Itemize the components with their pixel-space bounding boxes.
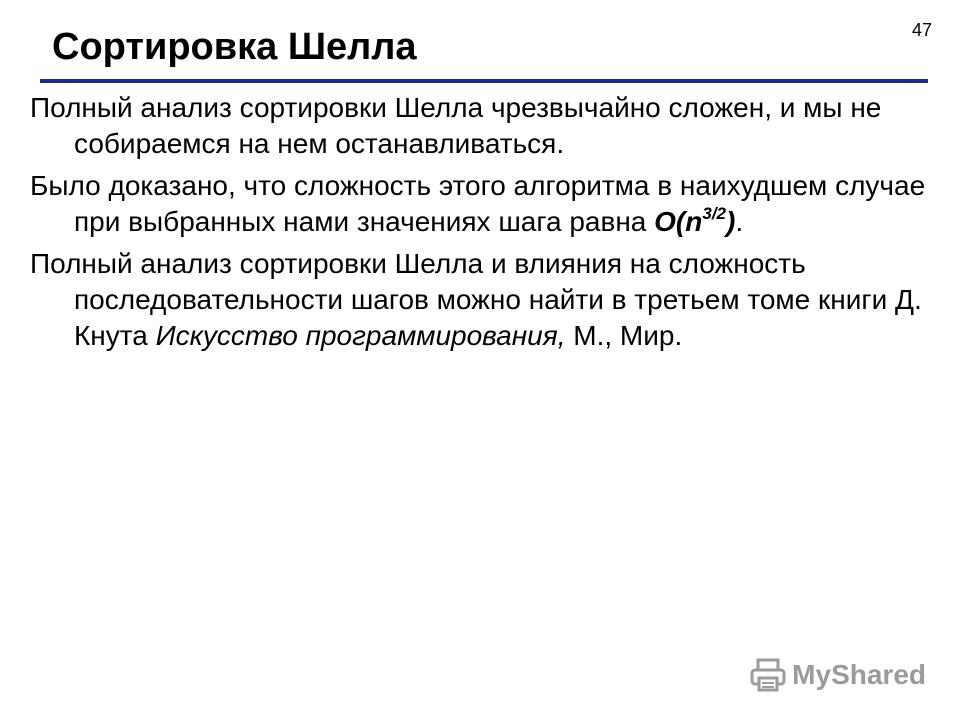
slide-title: Сортировка Шелла xyxy=(52,26,417,68)
book-title: Искусство программирования, xyxy=(155,320,566,351)
myshared-watermark xyxy=(750,658,926,692)
watermark-text: MyShared xyxy=(792,659,926,690)
complexity-formula xyxy=(654,206,735,237)
paragraph-text: Было доказано, что сложность этого алгоритма в наихудшем случае при выбранных нами значениях шага равна xyxy=(30,170,926,237)
printer-icon xyxy=(750,658,786,692)
formula-base: O(n xyxy=(654,206,703,237)
slide-body xyxy=(30,90,930,360)
slide-number: 47 xyxy=(911,20,932,40)
paragraph-worst-case xyxy=(30,168,930,240)
paragraph-knuth-reference xyxy=(30,246,930,354)
paragraph-text: М., Мир. xyxy=(565,320,683,351)
paragraph-analysis-complexity xyxy=(30,90,930,162)
formula-close: ) xyxy=(726,206,736,237)
formula-exponent: 3/2 xyxy=(702,204,727,224)
paragraph-text: Полный анализ сортировки Шелла и влияния на сложность последовательности шагов можно найти в третьем томе книги Д. Кнута xyxy=(30,248,922,351)
title-underline xyxy=(40,79,928,83)
paragraph-text: . xyxy=(735,206,744,237)
paragraph-text: Полный анализ сортировки Шелла чрезвычайно сложен, и мы не собираемся на нем останавливаться. xyxy=(30,92,882,159)
